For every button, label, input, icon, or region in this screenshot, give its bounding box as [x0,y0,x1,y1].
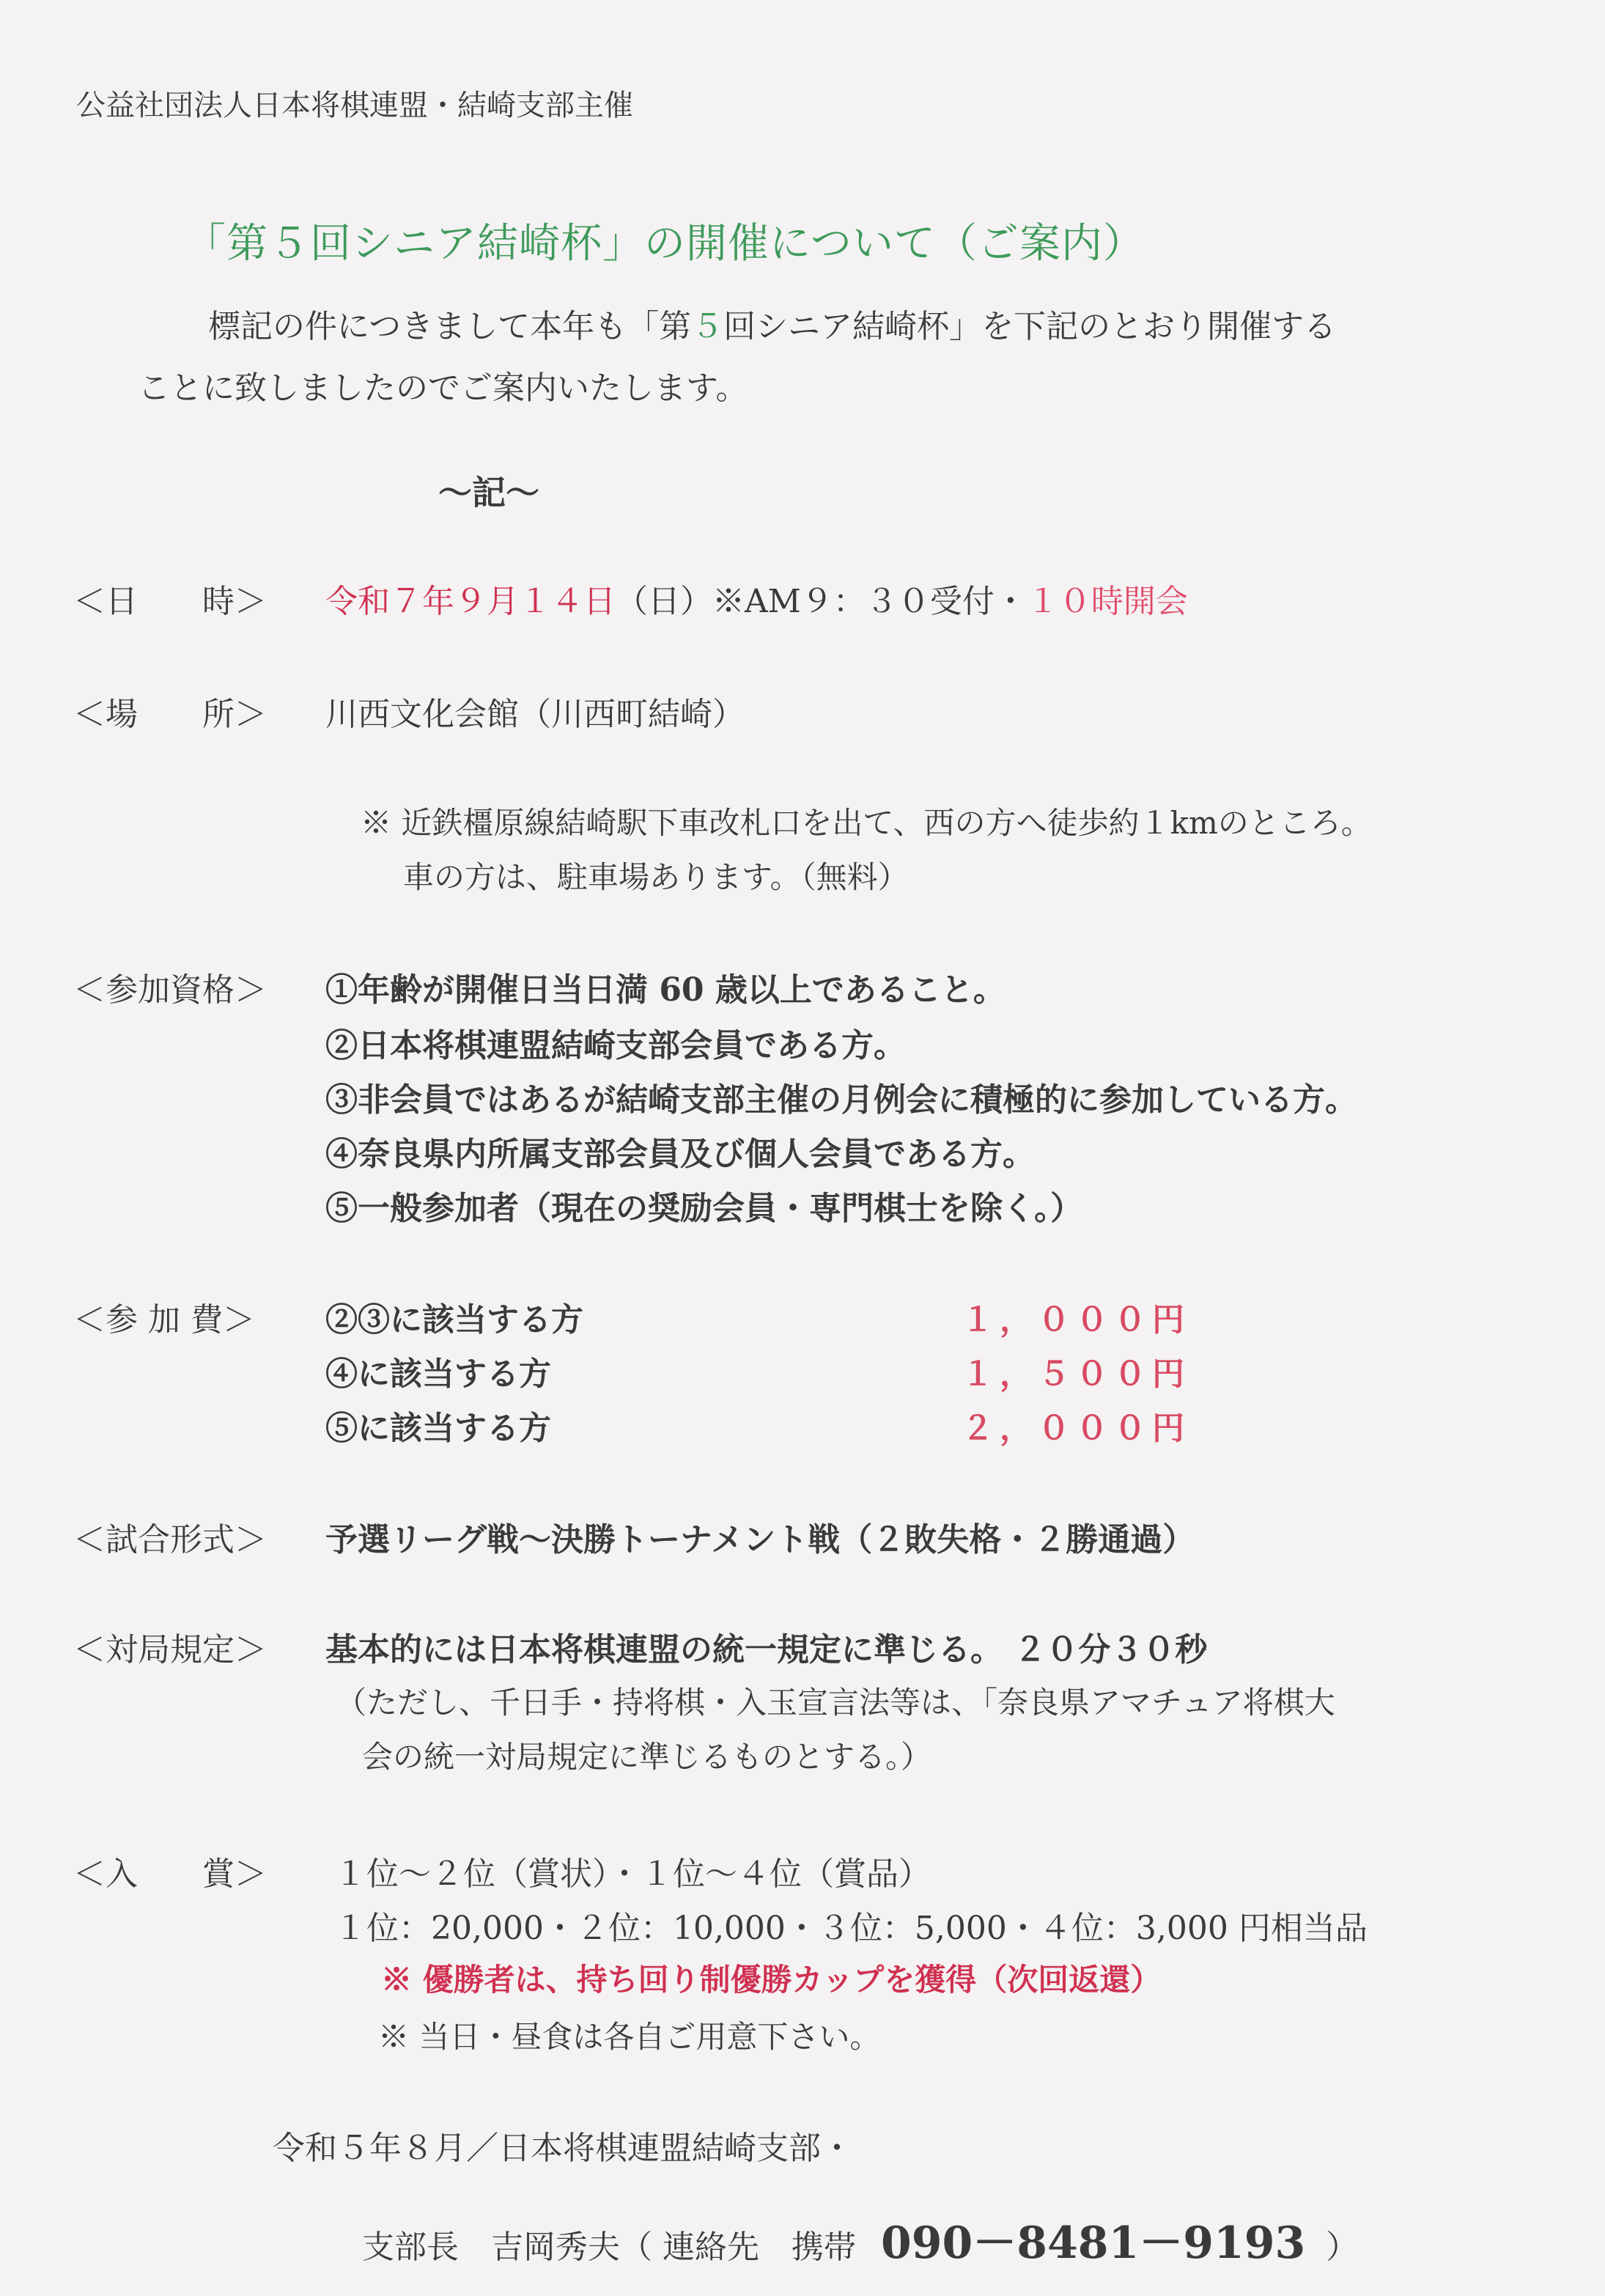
intro-line-2: ことに致しましたのでご案内いたします。 [138,369,748,407]
date-open-time: １０時開会 [1026,583,1188,620]
prize-note-trophy: ※ 優勝者は、持ち回り制優勝カップを獲得（次回返還） [381,1962,1162,1998]
prize-note-lunch: ※ 当日・昼食は各自ご用意下さい。 [378,2019,881,2055]
fee-row-amount: ２，０００円 [962,1410,1190,1447]
place-note-access: ※ 近鉄橿原線結崎駅下車改札口を出て、西の方へ徒歩約１kmのところ。 [361,805,1372,841]
intro-line-1 [141,296,1533,358]
format-value: 予選リーグ戦～決勝トーナメント戦（２敗失格・２勝通過） [325,1521,1195,1559]
rules-note-line-1: （ただし、千日手・持将棋・入玉宣言法等は、「奈良県アマチュア将棋大 [336,1685,1335,1721]
intro-paragraph [138,296,1533,419]
eligibility-label: ＜参加資格＞ [73,971,267,1009]
format-label: ＜試合形式＞ [73,1521,267,1559]
place-label: ＜場 所＞ [73,696,267,733]
prize-label: ＜入 賞＞ [73,1855,267,1893]
eligibility-item: ①年齢が開催日当日満 60 歳以上であること。 [325,971,1006,1009]
date-label: ＜日 時＞ [73,583,267,620]
prize-line-awards: １位～２位（賞状）・１位～４位（賞品） [334,1855,931,1893]
footer-contact-head: 支部長 吉岡秀夫（ 連絡先 携帯 [362,2229,856,2266]
fee-row-who: ④に該当する方 [325,1355,551,1393]
fee-row-who: ②③に該当する方 [325,1301,583,1339]
place-value: 川西文化会館（川西町結崎） [325,696,745,733]
rules-value: 基本的には日本将棋連盟の統一規定に準じる。 ２０分３０秒 [325,1631,1208,1668]
prize-line-amounts: １位：20,000・２位：10,000・３位：5,000・４位：3,000 円相当品 [334,1910,1368,1947]
fee-row-amount: １，０００円 [962,1301,1190,1339]
rules-label: ＜対局規定＞ [73,1631,267,1668]
date-value [325,575,1188,622]
eligibility-item: ⑤一般参加者（現在の奨励会員・専門棋士を除く。） [325,1190,1083,1227]
eligibility-item: ④奈良県内所属支部会員及び個人会員である方。 [325,1136,1035,1173]
intro-line-1-b: 回シニア結崎杯」を下記のとおり開催する [723,308,1337,345]
date-text: 令和７年９月１４日 [325,583,616,620]
footer-date-org: 令和５年８月／日本将棋連盟結崎支部・ [273,2130,853,2167]
date-reception: （日）※AM９：３０受付・ [616,583,1027,620]
ki-heading: ～記～ [438,473,539,512]
footer-phone-number: 090－8481－9193 [881,2218,1306,2269]
rules-note-line-2: 会の統一対局規定に準じるものとする。） [362,1739,932,1775]
intro-edition-number: ５ [691,308,724,345]
footer-contact-close: ） [1326,2229,1359,2266]
eligibility-item: ③非会員ではあるが結崎支部主催の月例会に積極的に参加している方。 [325,1081,1357,1119]
document-title: 「第５回シニア結崎杯」の開催について（ご案内） [185,220,1145,268]
intro-line-1-a: 標記の件につきまして本年も「第 [208,308,692,345]
fee-row-amount: １，５００円 [962,1355,1190,1393]
fee-row-who: ⑤に該当する方 [325,1410,551,1447]
organizer-line: 公益社団法人日本将棋連盟・結崎支部主催 [76,89,633,122]
eligibility-item: ②日本将棋連盟結崎支部会員である方。 [325,1027,906,1064]
footer-contact [362,2208,1358,2271]
fee-label: ＜参 加 費＞ [73,1301,255,1339]
place-note-parking: 車の方は、駐車場あります。（無料） [403,859,909,895]
